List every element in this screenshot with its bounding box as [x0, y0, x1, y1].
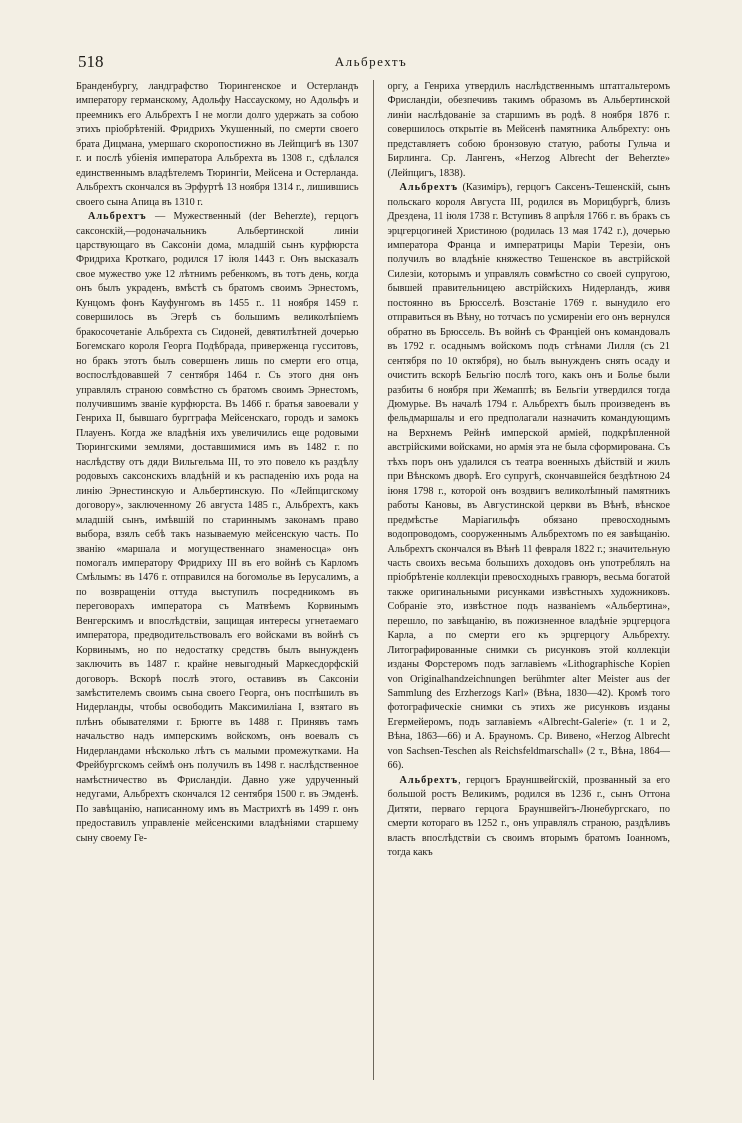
- entry-text: (Казиміръ), герцогъ Саксенъ-Тешенскій, сынъ польскаго короля Августа III, родился въ Морицбургѣ, близъ Дрездена, 11 іюля 1738 г. Вступивъ 8 апрѣля 1766 г. въ бракъ съ эрцгерцогиней Христиною (родилась 13 мая 1742 г.), дочерью императора Франца и императрицы Маріи Терезіи, онъ получилъ во владѣніе княжество Тешенское въ австрійской Силезіи, которымъ и управлялъ совмѣстно со своей супругою, бывшей правительницею австрійскихъ Нидерландъ, живя постоянно въ Брюсселѣ. Возстаніе 1769 г. вынудило его отправиться въ Вѣну, но тотчасъ по усмиреніи его онъ вернулся обратно въ Брюссель. Въ войнѣ съ Франціей онъ командовалъ въ 1792 г. осаднымъ войскомъ подъ стѣнами Лилля (съ 21 сентября по 10 октября), но былъ вынужденъ снять осаду и очистить вскорѣ Бельгію послѣ того, какъ онъ и Болье были разбиты 6 ноября при Жемаппѣ; въ Бельгіи утвердился тогда Дюмурье. Въ началѣ 1794 г. Альбрехтъ былъ произведенъ въ фельдмаршалы и его предполагали назначить командующимъ на Верхнемъ Рейнѣ имперской арміей, подкрѣпленной австрійскими войсками, но армія эта не была сформирована. Съ тѣхъ поръ онъ удалился съ театра военныхъ дѣйствій и жилъ при Вѣнскомъ дворѣ. Его супругѣ, скончавшейся бездѣтною 24 іюня 1798 г., которой онъ воздвигъ великолѣпный памятникъ работы Кановы, въ Августинской церкви въ Вѣнѣ, вѣнское предмѣстье Маріагильфъ обязано превосходнымъ водопроводомъ, сооруженнымъ Альбрехтомъ по ея завѣщанію. Альбрехтъ скончался въ Вѣнѣ 11 февраля 1822 г.; значительную часть своихъ весьма большихъ доходовъ онъ употреблялъ на пріобрѣтеніе коллекціи превосходныхъ гравюръ, весьма богатой также оригинальными рисунками извѣстныхъ художниковъ. Собраніе это, извѣстное подъ названіемъ «Альбертина», перешло, по завѣщанію, въ пожизненное владѣніе эрцгерцога Карла, а по смерти его къ эрцгерцогу Альбрехту. Литографированные снимки съ рисунковъ этой коллекціи изданы Форстеромъ подъ заглавіемъ «Lithographische Kopien von Originalhandzeichnungen berühmter alter Meister aus der Sammlung des Erzherzogs Karl» (Вѣна, 1830—42). Кромѣ того фотографическіе снимки съ этихъ же рисунковъ изданы Егермейеромъ, подъ заглавіемъ «Albrecht-Galerie» (т. 1 и 2, Вѣна, 1863—66) и А. Брауномъ. Ср. Вивено, «Herzog Albrecht von Sachsen-Teschen als Reichsfeldmarschall» (2 т., Вѣна, 1864—66).: [387, 182, 670, 772]
- left-column: [76, 80, 359, 1080]
- text-columns: [76, 80, 670, 1080]
- entry-text: — Мужественный (der Beherzte), герцогъ саксонскій,—родоначальникъ Альбертинской линіи царствующаго въ Саксоніи дома, младшій сынъ курфюрста Фридриха Кроткаго, родился 17 іюля 1443 г. Онъ высказалъ свое мужество уже 12 лѣтнимъ ребенкомъ, въ тотъ день, когда онъ былъ украденъ, вмѣстѣ съ братомъ своимъ Эрнестомъ, Кунцомъ фонъ Кауфунгомъ въ 1455 г.. 11 ноября 1459 г. совершилось въ Эгерѣ съ большимъ великолѣпіемъ бракосочетаніе Альбрехта съ Сидоней, девятилѣтней дочерью Богемскаго короля Георга Подѣбрада, приверженца гусситовъ, но бракъ этотъ былъ совершенъ лишь по смерти его отца, воспослѣдовавшей 7 сентября 1464 г. Съ этого дня онъ управлялъ страною совмѣстно съ братомъ своимъ Эрнестомъ, получившимъ званіе курфюрста. Въ 1466 г. братья завоевали у Генриха II, бывшаго бургграфа Мейсенскаго, городъ и замокъ Плауенъ. Когда же владѣнія ихъ увеличились еще родовыми Тюрингскими землями, доставшимися имъ въ 1482 г. по наслѣдству отъ дяди Вильгельма III, то это повело къ раздѣлу родовыхъ саксонскихъ владѣній и къ распаденію ихъ рода на линію Эрнестинскую и Альбертинскую. По «Лейпцигскому договору», заключенному 26 августа 1485 г., Альбрехтъ, какъ младшій сынъ, имѣвшій по стариннымъ законамъ право выбора, взялъ себѣ такъ называемую мейсенскую часть. По званію «маршала и могущественнаго знаменосца» онъ помогалъ императору Фридриху III въ его войнѣ съ Карломъ Смѣлымъ: въ 1476 г. отправился на богомолье въ Іерусалимъ, а по возвращеніи оттуда выступилъ посредникомъ въ переговорахъ императора съ Матвѣемъ Корвинымъ Венгерскимъ и впослѣдствіи, защищая интересы угнетаемаго императора, предводительствовалъ его войсками въ войнѣ съ Корвинымъ, но по недостатку средствъ былъ вынужденъ заключить въ 1487 г. крайне невыгодный Маркеcдорфскій договоръ. Вскорѣ послѣ этого, оставивъ въ Саксоніи замѣстителемъ своимъ сына своего Георга, онъ поспѣшилъ въ Нидерланды, чтобы освободить Максимиліана I, взятаго въ плѣнъ обывателями г. Брюгге въ 1488 г. Принявъ тамъ начальство надъ имперскимъ войскомъ, онъ воевалъ съ Нидерландами нѣсколько лѣтъ съ малыми промежутками. На Фрейбургскомъ сеймѣ онъ получилъ въ 1498 г. наслѣдственное намѣстничество въ Фрисландіи. Давно уже удрученный недугами, Альбрехтъ скончался 12 сентября 1500 г. въ Эмденѣ. По завѣщанію, написанному имъ въ Мастрихтѣ въ 1499 г. онъ предоставилъ управленіе мейсенскими владѣніями старшему сыну своему Ге-: [76, 211, 359, 844]
- entry: [388, 181, 671, 774]
- entry-headword: Альбрехтъ: [399, 774, 459, 786]
- entry-headword: Альбрехтъ: [88, 211, 147, 223]
- right-column: [388, 80, 671, 1080]
- entry-continuation: [388, 80, 671, 181]
- page-number: 518: [78, 52, 104, 71]
- column-divider: [373, 80, 374, 1080]
- entry: [388, 774, 671, 861]
- entry: [76, 210, 359, 846]
- running-head: Альбрехтъ: [334, 54, 408, 69]
- entry-text: , герцогъ Брауншвейгскій, прозванный за его большой ростъ Великимъ, родился въ 1236 г., сынъ Оттона Дитяти, перваго герцога Брауншвейгъ-Люнебургскаго, по смерти котораго въ 1252 г., онъ управлялъ страною, раздѣливъ власть впослѣдствіи съ своимъ вторымъ братомъ Іоанномъ, тогда какъ: [387, 774, 670, 859]
- entry-text: Бранденбургу, ландграфство Тюрингенское и Остерландъ императору германскому, Адольфу Нассаускому, но Адольфъ и преемникъ его Альбрехтъ I не могли долго удержать за собою этихъ пріобрѣтеній. Фридрихъ Укушенный, по смерти своего брата Дицмана, умершаго скоропостижно въ Лейпцигѣ въ 1307 г. и послѣ убіенія императора Альбрехта въ 1308 г., сдѣлался единственнымъ владѣтелемъ Тюрингіи, Мейсена и Остерланда. Альбрехтъ скончался въ Эрфуртѣ 13 ноября 1314 г., лишившись своего сына Апица въ 1310 г.: [76, 81, 359, 208]
- page-header: [70, 52, 672, 74]
- entry-headword: Альбрехтъ: [399, 182, 459, 194]
- entry-continuation: [76, 80, 359, 210]
- entry-text: оргу, а Генриха утвердилъ наслѣдственнымъ штатгальтеромъ Фрисландіи, обезпечивъ такимъ образомъ въ Альбертинской линіи наслѣдованіе за старшимъ въ родѣ. 8 ноября 1876 г. совершилось открытіе въ Мейсенѣ памятника Альбрехту: онъ представляетъ собою бронзовую статую, работы Гульча и Бирлинга. Ср. Лангенъ, «Herzog Albrecht der Beherzte» (Лейпцигъ, 1838).: [387, 81, 670, 179]
